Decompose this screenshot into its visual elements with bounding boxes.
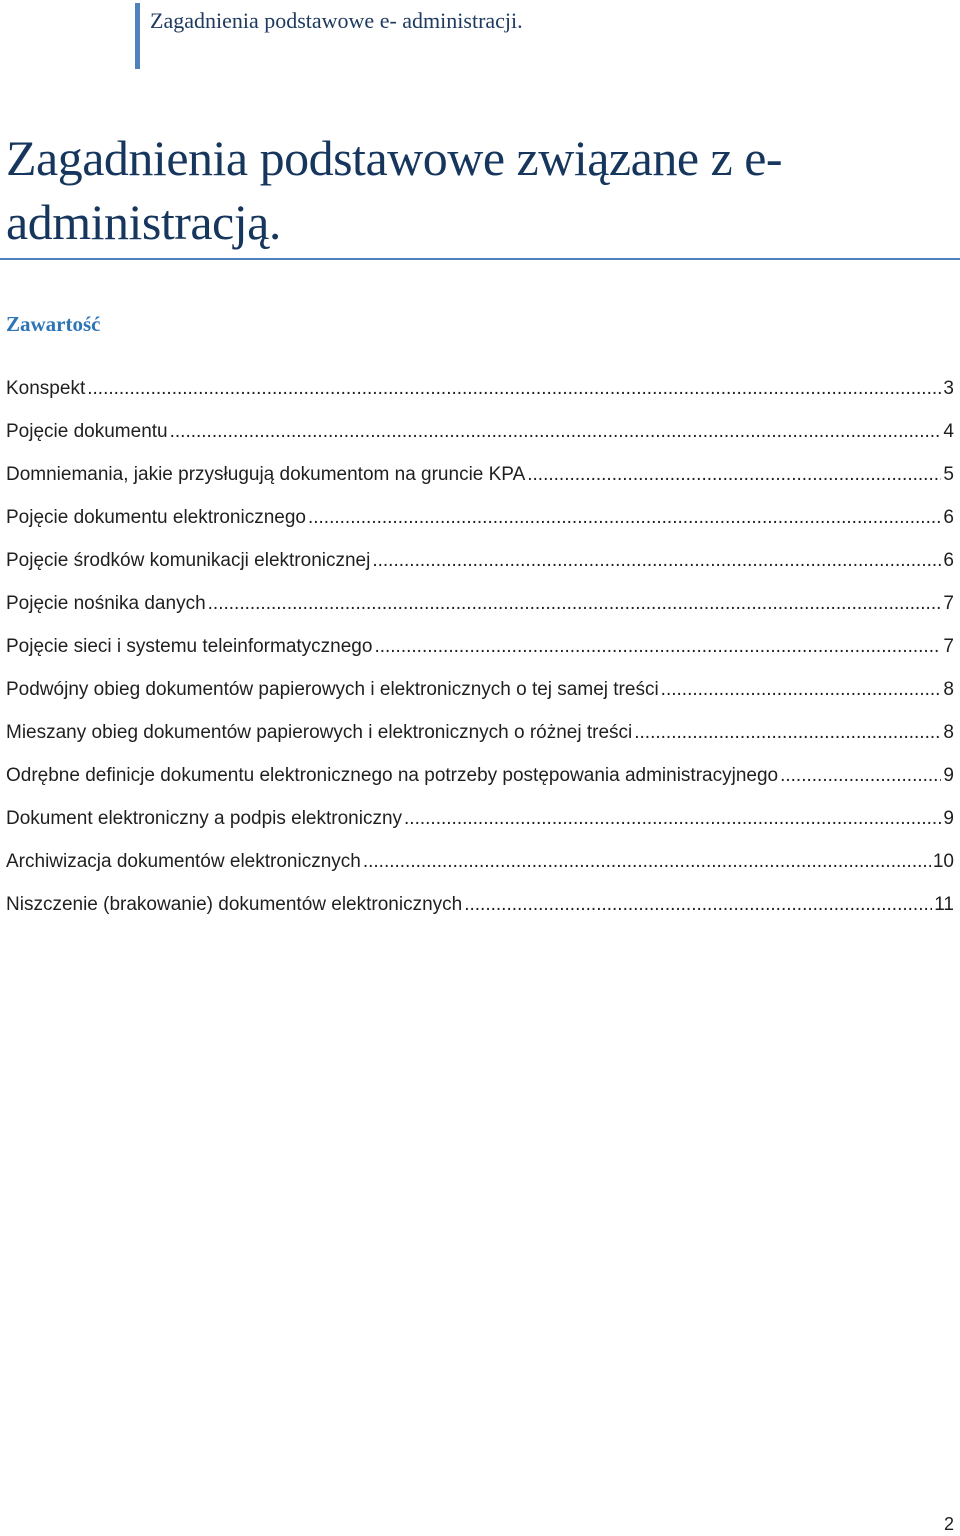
toc-entry-page: 11 <box>934 894 954 915</box>
toc-entry[interactable] <box>6 587 954 630</box>
toc-entry[interactable] <box>6 845 954 888</box>
toc-entry-page: 6 <box>943 550 954 571</box>
toc-dot-leader <box>308 501 941 535</box>
toc-entry-label: Odrębne definicje dokumentu elektronicznego na potrzeby postępowania administracyjnego <box>6 765 779 786</box>
toc-entry-label: Niszczenie (brakowanie) dokumentów elektronicznych <box>6 894 463 915</box>
toc-entry-page: 8 <box>943 722 954 743</box>
toc-entry-page: 4 <box>943 421 954 442</box>
toc-dot-leader <box>87 372 941 406</box>
document-title: Zagadnienia podstawowe związane z e-administracją. <box>6 130 783 250</box>
toc-heading: Zawartość <box>6 312 101 336</box>
toc-entry[interactable] <box>6 630 954 673</box>
toc-entry-page: 7 <box>943 636 954 657</box>
toc-dot-leader <box>374 630 941 664</box>
header-accent-bar <box>135 3 140 69</box>
toc-entry-label: Konspekt <box>6 378 86 399</box>
toc-entry[interactable] <box>6 673 954 716</box>
toc-entry-label: Pojęcie dokumentu elektronicznego <box>6 507 306 528</box>
toc-entry[interactable] <box>6 544 954 587</box>
toc-entry-label: Podwójny obieg dokumentów papierowych i elektronicznych o tej samej treści <box>6 679 659 700</box>
toc-entry-page: 5 <box>943 464 954 485</box>
toc-dot-leader <box>170 415 942 449</box>
toc-entry-label: Dokument elektroniczny a podpis elektroniczny <box>6 808 403 829</box>
running-header: Zagadnienia podstawowe e- administracji. <box>150 8 523 33</box>
toc-dot-leader <box>372 544 941 578</box>
toc-entry-label: Pojęcie środków komunikacji elektronicznej <box>6 550 371 571</box>
toc-entry[interactable] <box>6 759 954 802</box>
toc-dot-leader <box>661 673 942 707</box>
toc-dot-leader <box>363 845 931 879</box>
toc-entry-page: 3 <box>943 378 954 399</box>
toc-dot-leader <box>404 802 941 836</box>
toc-entry-label: Pojęcie dokumentu <box>6 421 168 442</box>
toc-entry-page: 7 <box>943 593 954 614</box>
toc-dot-leader <box>780 759 941 793</box>
toc-entry-label: Mieszany obieg dokumentów papierowych i elektronicznych o różnej treści <box>6 722 633 743</box>
toc-entry-page: 9 <box>943 808 954 829</box>
toc-entry[interactable] <box>6 716 954 759</box>
toc-entry-label: Pojęcie nośnika danych <box>6 593 206 614</box>
page-number: 2 <box>943 1514 954 1534</box>
toc-entry[interactable] <box>6 458 954 501</box>
title-divider <box>0 258 960 260</box>
toc-entry-page: 10 <box>932 851 954 872</box>
toc-dot-leader <box>208 587 942 621</box>
toc-entry-label: Domniemania, jakie przysługują dokumentom na gruncie KPA <box>6 464 526 485</box>
toc-entry-page: 9 <box>943 765 954 786</box>
toc-dot-leader <box>527 458 941 492</box>
toc-entry[interactable] <box>6 888 954 931</box>
toc-entry-page: 6 <box>943 507 954 528</box>
toc-entry[interactable] <box>6 501 954 544</box>
toc-dot-leader <box>634 716 941 750</box>
toc-entry-label: Pojęcie sieci i systemu teleinformatycznego <box>6 636 373 657</box>
toc-entry[interactable] <box>6 415 954 458</box>
toc-entry[interactable] <box>6 802 954 845</box>
toc-entry-label: Archiwizacja dokumentów elektronicznych <box>6 851 361 872</box>
table-of-contents <box>6 372 954 931</box>
toc-entry[interactable] <box>6 372 954 415</box>
toc-entry-page: 8 <box>943 679 954 700</box>
toc-dot-leader <box>464 888 932 922</box>
